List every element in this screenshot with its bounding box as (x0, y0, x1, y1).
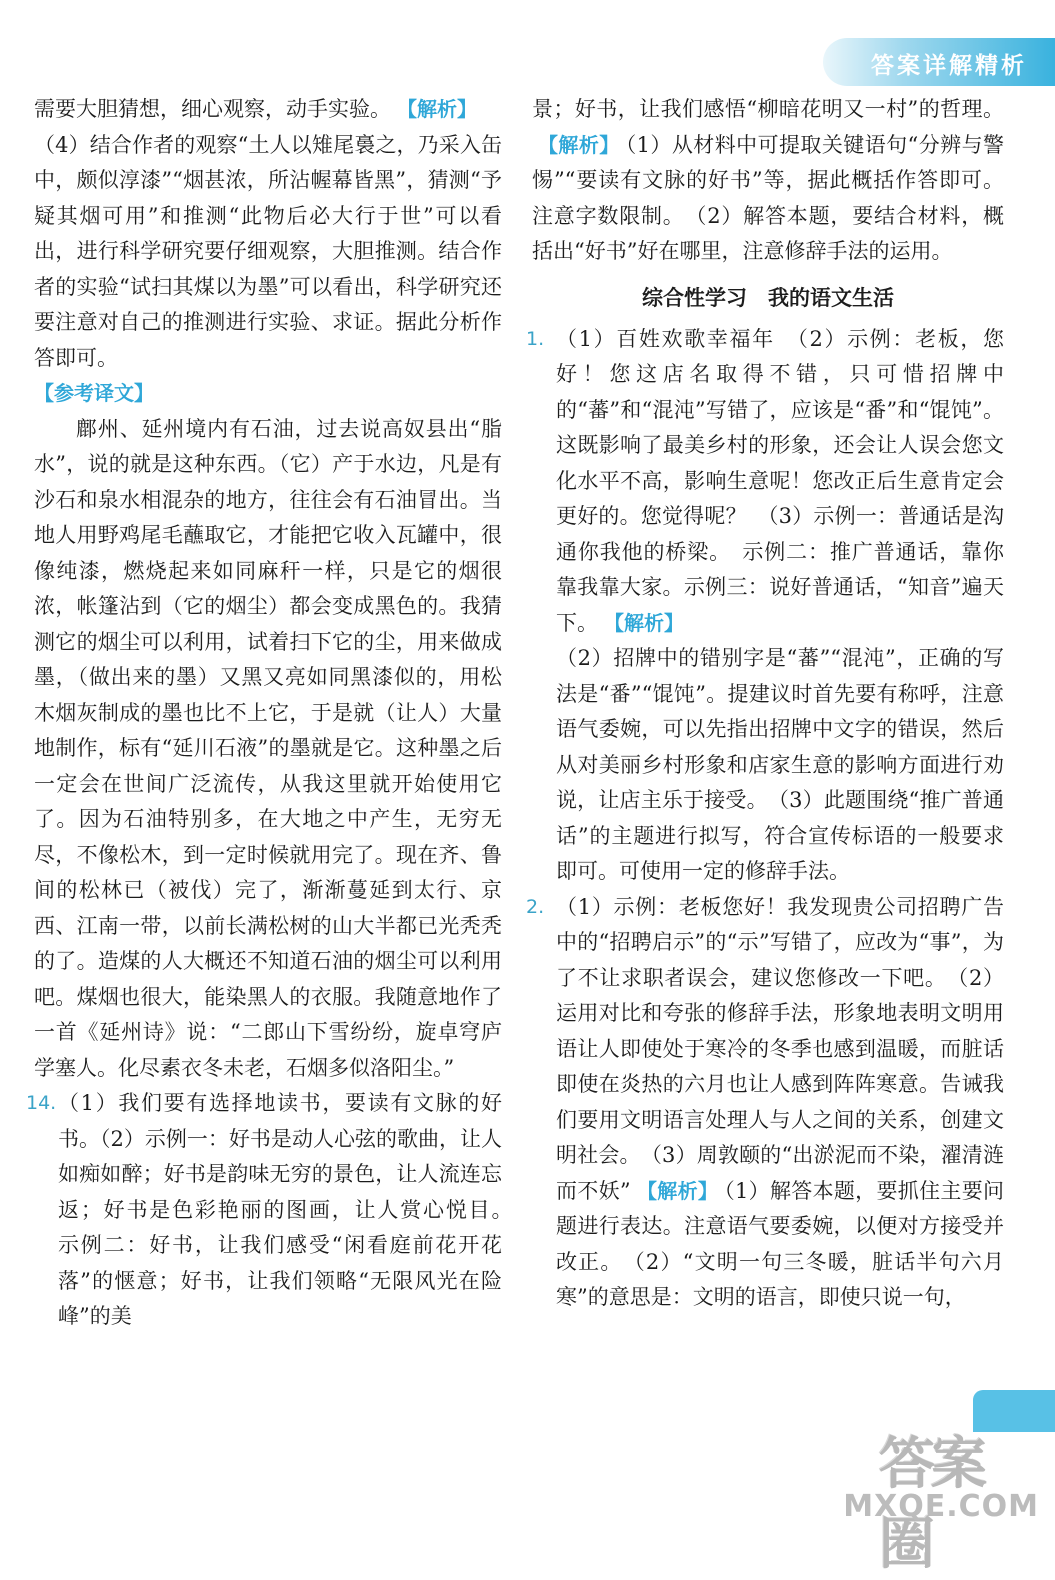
watermark-url: MXQE.COM (843, 1489, 1039, 1524)
answer-section-tab (823, 38, 1055, 86)
question-14-continued-text: 景；好书，让我们感悟“柳暗花明又一村”的哲理。 (532, 97, 1004, 121)
left-column (26, 92, 523, 1335)
reference-translation-text: 鄜州、延州境内有石油，过去说高奴县出“脂水”，说的就是这种东西。（它）产于水边，凡是有沙石和泉水相混杂的地方，往往会有石油冒出。当地人用野鸡尾毛蘸取它，才能把它收入瓦罐中，很像纯漆，燃烧起来如同麻秆一样，只是它的烟很浓，帐篷沾到（它的烟尘）都会变成黑色的。我猜测它的烟尘可以利用，试着扫下它的尘，用来做成墨，（做出来的墨）又黑又亮如同黑漆似的，用松木烟灰制成的墨也比不上它，于是就（让人）大量地制作，标有“延川石液”的墨就是它。这种墨之后一定会在世间广泛流传，从我这里就开始使用它了。因为石油特别多，在大地之中产生，无穷无尽，不像松木，到一定时候就用完了。现在齐、鲁间的松林已（被伐）完了，渐渐蔓延到太行、京西、江南一带，以前长满松树的山大半都已光秃秃的了。造煤的人大概还不知道石油的烟尘可以利用吧。煤烟也很大，能染黑人的衣服。我随意地作了一首《延州诗》说：“二郎山下雪纷纷，旋卓穹庐学塞人。化尽素衣冬未老，石烟多似洛阳尘。” (34, 416, 502, 1080)
left-top-text: 需要大胆猜想，细心观察，动手实验。 (34, 97, 391, 121)
question-1-analysis-tag: 【解析】 (614, 610, 684, 635)
question-14-analysis-tag: 【解析】 (548, 132, 620, 157)
analysis-tag: 【解析】 (407, 97, 477, 121)
question-14-continued (532, 92, 1004, 270)
left-top-paragraph (34, 92, 502, 128)
analysis-4-paragraph: （4）结合作者的观察“土人以雉尾裛之，乃采入缶中，颇似淳漆”“烟甚浓，所沾幄幕皆黑”，猜测“予疑其烟可用”和推测“此物后必大行于世”可以看出，进行科学研究要仔细观察，大胆推测。结合作者的实验“试扫其煤以为墨”可以看出，科学研究还要注意对自己的推测进行实验、求证。据此分析作答即可。 (34, 132, 502, 370)
answer-section-tab-label: 答案详解精析 (871, 53, 1027, 79)
question-1-analysis: （2）招牌中的错别字是“蕃”“混沌”，正确的写法是“番”“馄饨”。提建议时首先要有称呼，注意语气委婉，可以先指出招牌中文字的错误，然后从对美丽乡村形象和店家生意的影响方面进行劝说，让店主乐于接受。 （3）此题围绕“推广普通话”的主题进行拟写，符合宣传标语的一般要求即可。可使用一定的修辞手法。 (556, 646, 1004, 883)
question-2-analysis: （1）解答本题，要抓住主要问题进行表达。注意语气要委婉，以便对方接受并改正。 （2）“文明一句三冬暖，脏话半句六月寒”的意思是：文明的语言，即使只说一句， (556, 1178, 1004, 1309)
question-14-answer (26, 1086, 523, 1335)
section-title: 综合性学习 我的语文生活 (642, 285, 894, 310)
reference-translation-tag: 【参考译文】 (34, 381, 154, 405)
question-14-number: 14. (26, 1092, 57, 1114)
watermark-logo (843, 1420, 1047, 1577)
question-1-answer (526, 322, 1004, 642)
reference-translation-heading (34, 376, 502, 412)
question-2-text: （1）示例：老板您好！我发现贵公司招聘广告中的“招聘启示”的“示”写错了，应改为“事”，为了不让求职者误会，建议您修改一下吧。 （2）运用对比和夸张的修辞手法，形象地表明文明用语让人即使处于寒冷的冬季也感到温暖，而脏话即使在炎热的六月也让人感到阵阵寒意。告诫我们要用文明语言处理人与人之间的关系，创建文明社会。 （3）周敦颐的“出淤泥而不染，濯清涟而不妖” (556, 894, 1004, 1203)
question-1-number: 1. (526, 327, 545, 350)
right-column (526, 92, 1004, 1316)
watermark-title: 答案圈 (879, 1432, 983, 1577)
question-14-analysis: （1）从材料中可提取关键语句“分辨与警惕”“要读有文脉的好书”等，据此概括作答即可。注意字数限制。 （2）解答本题，要结合材料，概括出“好书”好在哪里，注意修辞手法的运用。 (532, 132, 1004, 263)
question-14-text: （1）我们要有选择地读书，要读有文脉的好书。（2）示例一：好书是动人心弦的歌曲，让人如痴如醉；好书是韵味无穷的景色，让人流连忘返；好书是色彩艳丽的图画，让人赏心悦目。 示例二：好书，让我们感受“闲看庭前花开花落”的惬意；好书，让我们领略“无限风光在险峰”的美 (58, 1091, 523, 1328)
question-2-number: 2. (526, 895, 545, 918)
question-2-answer (526, 890, 1004, 1316)
question-1-text: （1）百姓欢歌幸福年 （2）示例：老板，您好！您这店名取得不错，只可惜招牌中的“蕃”和“混沌”写错了，应该是“番”和“馄饨”。这既影响了最美乡村的形象，还会让人误会您文化水平不高，影响生意呢！您改正后生意肯定会更好的。您觉得呢？ （3）示例一：普通话是沟通你我他的桥梁。 示例二：推广普通话，靠你靠我靠大家。示例三：说好普通话，“知音”遍天下。 (556, 326, 1004, 635)
question-2-analysis-tag: 【解析】 (646, 1178, 719, 1203)
